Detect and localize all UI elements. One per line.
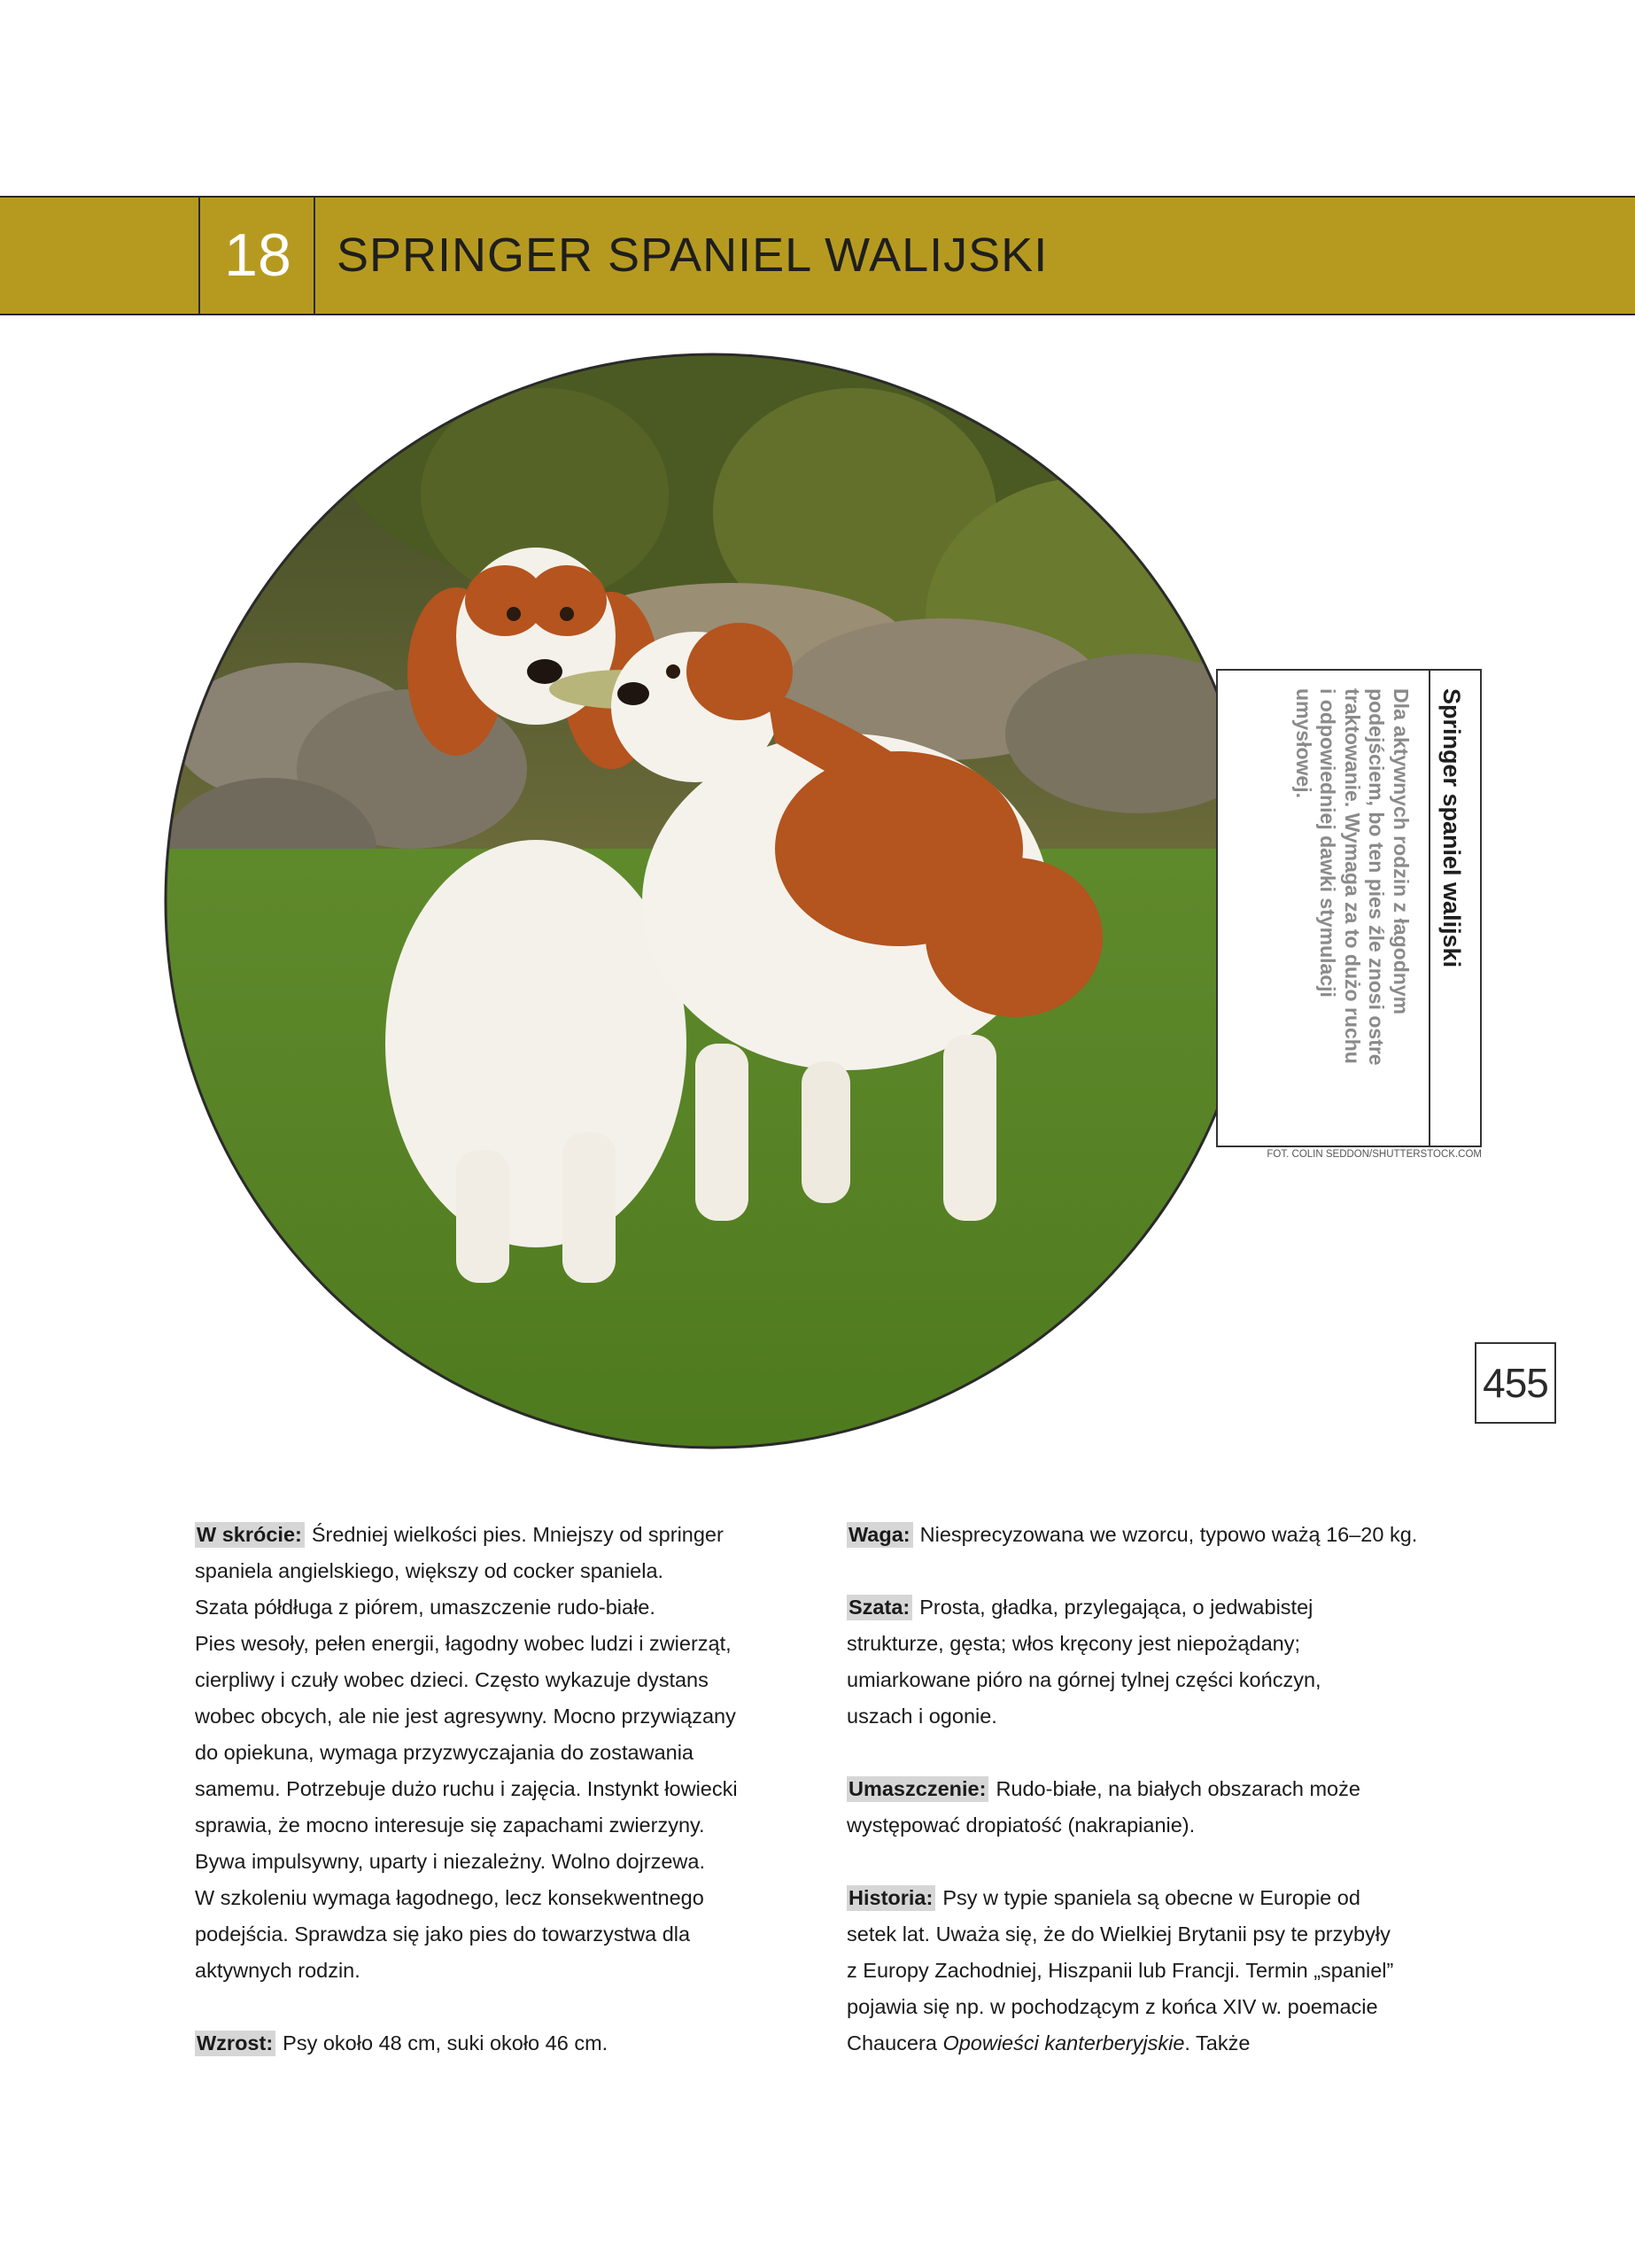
caption-line: traktowanie. Wymaga za to dużo ruchu — [1341, 688, 1364, 1064]
text-line — [195, 2025, 779, 2062]
text-line: Bywa impulsywny, uparty i niezależny. Wolno dojrzewa. — [195, 1850, 705, 1873]
section-w-skrocie — [195, 1517, 779, 1989]
caption-line: podejściem, bo ten pies źle znosi ostre — [1365, 688, 1389, 1066]
text-line: podejścia. Sprawdza się jako pies do towarzystwa dla — [195, 1922, 691, 1946]
text-line: do opiekuna, wymaga przyzwyczajania do zostawania — [195, 1741, 694, 1764]
text-line: cierpliwy i czuły wobec dzieci. Często wykazuje dystans — [195, 1668, 709, 1691]
section-wzrost — [195, 2025, 779, 2062]
caption-rotated-content — [1218, 671, 1480, 1149]
text-line: Szata półdługa z piórem, umaszczenie rudo-białe. — [195, 1596, 655, 1619]
text-line — [195, 1517, 779, 1553]
book-title: Opowieści kanterberyjskie — [942, 2031, 1185, 2054]
text-fragment: Niesprecyzowana we wzorcu, typowo ważą 16–20 kg. — [919, 1523, 1418, 1546]
text-fragment: Chaucera — [847, 2031, 943, 2054]
text-fragment: Prosta, gładka, przylegająca, o jedwabistej — [919, 1596, 1313, 1619]
text-line — [847, 1589, 1467, 1626]
photo-two-spaniels-icon — [164, 353, 1260, 1449]
caption-line: Dla aktywnych rodzin z łagodnym — [1390, 688, 1413, 1015]
text-fragment: Rudo-białe, na białych obszarach może — [996, 1777, 1360, 1800]
text-fragment: Psy około 48 cm, suki około 46 cm. — [283, 2031, 608, 2054]
text-fragment: . Także — [1184, 2031, 1251, 2054]
text-line: występować dropiatość (nakrapianie). — [847, 1814, 1196, 1837]
caption-title: Springer spaniel walijski — [1438, 688, 1465, 968]
text-line — [847, 1517, 1467, 1553]
section-label: Historia: — [847, 1885, 935, 1911]
photo-credit: FOT. COLIN SEDDON/SHUTTERSTOCK.COM — [1267, 1149, 1482, 1160]
caption-line: umysłowej. — [1292, 688, 1315, 798]
text-line: sprawia, że mocno interesuje się zapachami zwierzyny. — [195, 1814, 705, 1837]
section-szata — [847, 1589, 1467, 1735]
text-line: wobec obcych, ale nie jest agresywny. Mocno przywiązany — [195, 1705, 736, 1728]
text-line — [847, 1880, 1467, 1916]
text-fragment: Średniej wielkości pies. Mniejszy od springer — [311, 1523, 724, 1546]
text-line: W szkoleniu wymaga łagodnego, lecz konsekwentnego — [195, 1886, 704, 1909]
text-line: umiarkowane pióro na górnej tylnej części kończyn, — [847, 1668, 1321, 1691]
paragraph-gap — [847, 1553, 1467, 1589]
section-umaszczenie — [847, 1771, 1467, 1844]
text-line: spaniela angielskiego, większy od cocker spaniela. — [195, 1559, 664, 1582]
text-line: strukturze, gęsta; włos kręcony jest niepożądany; — [847, 1632, 1301, 1655]
text-line — [847, 1771, 1467, 1807]
text-line: z Europy Zachodniej, Hiszpanii lub Francji. Termin „spaniel” — [847, 1959, 1394, 1982]
text-line: Pies wesoły, pełen energii, łagodny wobec ludzi i zwierząt, — [195, 1632, 732, 1655]
caption-line: i odpowiedniej dawki stymulacji — [1316, 688, 1340, 998]
photo-caption-box — [1216, 669, 1482, 1147]
section-label: Szata: — [847, 1595, 912, 1620]
section-label: W skrócie: — [195, 1522, 305, 1548]
text-line: pojawia się np. w pochodzącym z końca XIV w. poemacie — [847, 1995, 1378, 2018]
caption-text — [1291, 688, 1414, 1131]
left-column — [195, 1517, 779, 2062]
section-label: Umaszczenie: — [847, 1776, 988, 1802]
text-line — [847, 2025, 1467, 2062]
chapter-header — [0, 196, 1635, 315]
text-fragment: Psy w typie spaniela są obecne w Europie od — [942, 1886, 1360, 1909]
text-line: uszach i ogonie. — [847, 1705, 997, 1728]
right-column — [847, 1517, 1467, 2062]
text-line: aktywnych rodzin. — [195, 1959, 360, 1982]
paragraph-gap — [195, 1989, 779, 2025]
section-label: Wzrost: — [195, 2031, 275, 2056]
page-number: 455 — [1475, 1342, 1556, 1424]
section-label: Waga: — [847, 1522, 913, 1548]
chapter-title: SPRINGER SPANIEL WALIJSKI — [337, 229, 1049, 282]
paragraph-gap — [847, 1844, 1467, 1880]
text-line: setek lat. Uważa się, że do Wielkiej Brytanii psy te przybyły — [847, 1922, 1391, 1946]
chapter-number: 18 — [224, 221, 291, 289]
section-waga — [847, 1517, 1467, 1553]
section-historia — [847, 1880, 1467, 2062]
paragraph-gap — [847, 1735, 1467, 1771]
text-line: samemu. Potrzebuje dużo ruchu i zajęcia. Instynkt łowiecki — [195, 1777, 738, 1800]
